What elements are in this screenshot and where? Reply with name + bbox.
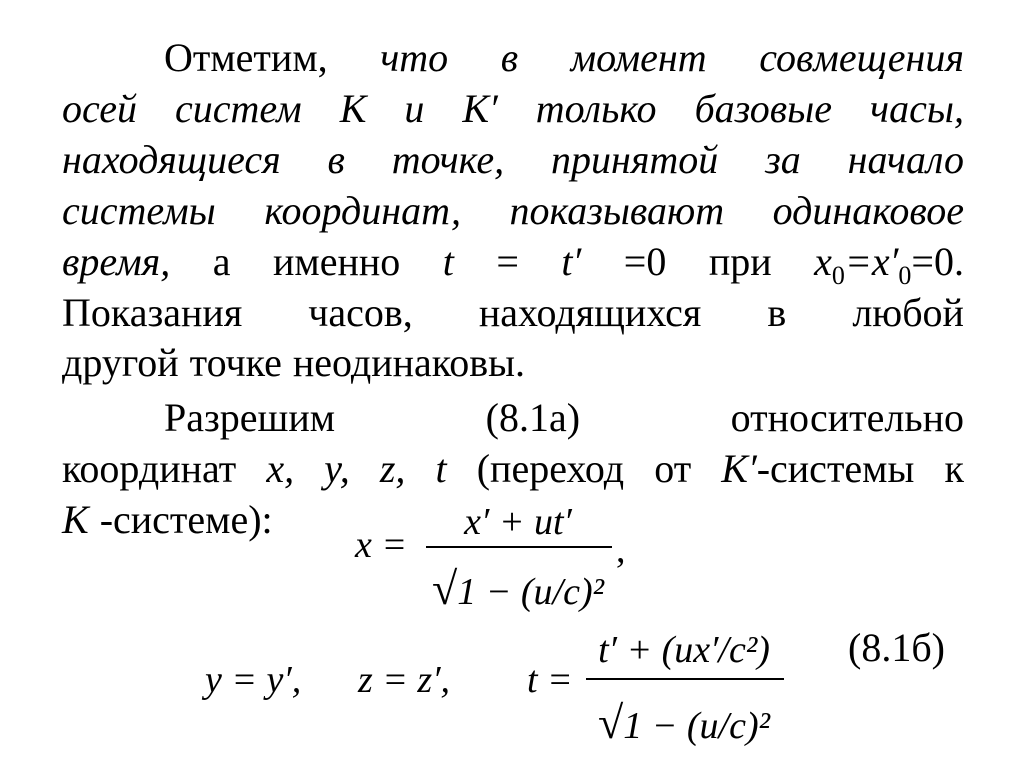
word: показывают [509,188,725,233]
radicand: 1 − (u/c)² [457,571,605,613]
subscript: 0 [898,261,912,290]
math-symbol: =0 [623,239,667,284]
paragraph-1-line-2 [62,83,964,135]
word: время, [62,239,171,284]
word: находящихся [478,290,702,335]
word: точке [189,340,282,385]
paragraph-1-line-7 [62,337,964,389]
word: одинаковое [772,188,964,233]
math-symbol: z, [379,446,406,491]
formula-z: z = z′, [358,659,451,701]
math-symbol: t′ [561,239,582,284]
word: часов, [308,290,413,335]
word: координат [62,446,237,491]
word: за [765,137,801,182]
radicand: 1 − (u/c)² [623,705,771,747]
math-expression [814,236,964,288]
word: точке, [391,137,505,182]
word: в [767,290,787,335]
formula-t-denominator [586,696,782,749]
word: к [944,446,964,491]
subscript: 0 [831,261,845,290]
word-part: -системе): [99,497,273,542]
fraction-bar [426,546,612,548]
sqrt-icon: √ [431,563,458,614]
word: начало [847,137,964,182]
math-symbol: = [496,239,519,284]
math-symbol: =0. [911,239,964,284]
word: только [535,86,657,131]
paragraph-1-line-5 [62,236,964,288]
word: осей [62,86,137,131]
formula-y: y = y′, [205,659,302,701]
paragraph-1-line-6 [62,287,964,339]
word: при [708,239,772,284]
word: (8.1а) [485,395,581,440]
math-symbol: t [435,446,447,491]
math-symbol: x [814,239,832,284]
formula-t-numerator: t′ + (ux′/c²) [598,629,770,671]
word: момент [570,35,707,80]
word: от [654,446,692,491]
word: Разрешим [164,395,336,440]
word: в [327,137,345,182]
word: часы, [870,86,964,131]
word: другой [62,340,179,385]
formula-x-lhs: x = [355,524,408,566]
math-symbol: K [62,497,89,542]
word: относительно [730,395,964,440]
word [62,494,284,546]
word [721,443,914,495]
word: неодинаковы. [292,340,525,385]
word: совмещения [759,35,964,80]
math-symbol: =x′ [844,239,899,284]
word: а [212,239,231,284]
formula-x-numerator: x′ + ut′ [464,501,572,543]
word: что [380,35,449,80]
word: К′ [462,86,498,131]
formula-t-lhs: t = [527,659,573,701]
fraction-bar [586,678,784,680]
paragraph-1-line-4 [62,185,964,237]
word: любой [852,290,964,335]
paragraph-1-line-1 [164,32,964,84]
word: принятой [550,137,719,182]
word: базовые [694,86,832,131]
math-symbol: t [442,239,454,284]
word: систем [175,86,302,131]
word: находящиеся [62,137,281,182]
math-symbol: x, [266,446,295,491]
paragraph-2-line-1 [164,392,964,444]
paragraph-2-line-2 [62,443,964,495]
sqrt-icon: √ [597,697,624,748]
paragraph-1-line-3 [62,134,964,186]
word-part: -системы [756,446,915,491]
math-symbol: y, [324,446,350,491]
word: и [404,86,425,131]
word: (переход [476,446,625,491]
word: Показания [62,290,243,335]
word: системы [62,188,216,233]
equation-number: (8.1б) [848,625,945,670]
word: координат, [264,188,461,233]
formula-x-denominator [428,562,608,615]
math-symbol: K′ [721,446,757,491]
word: именно [272,239,401,284]
word: Отметим, [164,35,328,80]
formula-x-comma: , [616,529,626,571]
word: в [500,35,519,80]
word: К [339,86,367,131]
